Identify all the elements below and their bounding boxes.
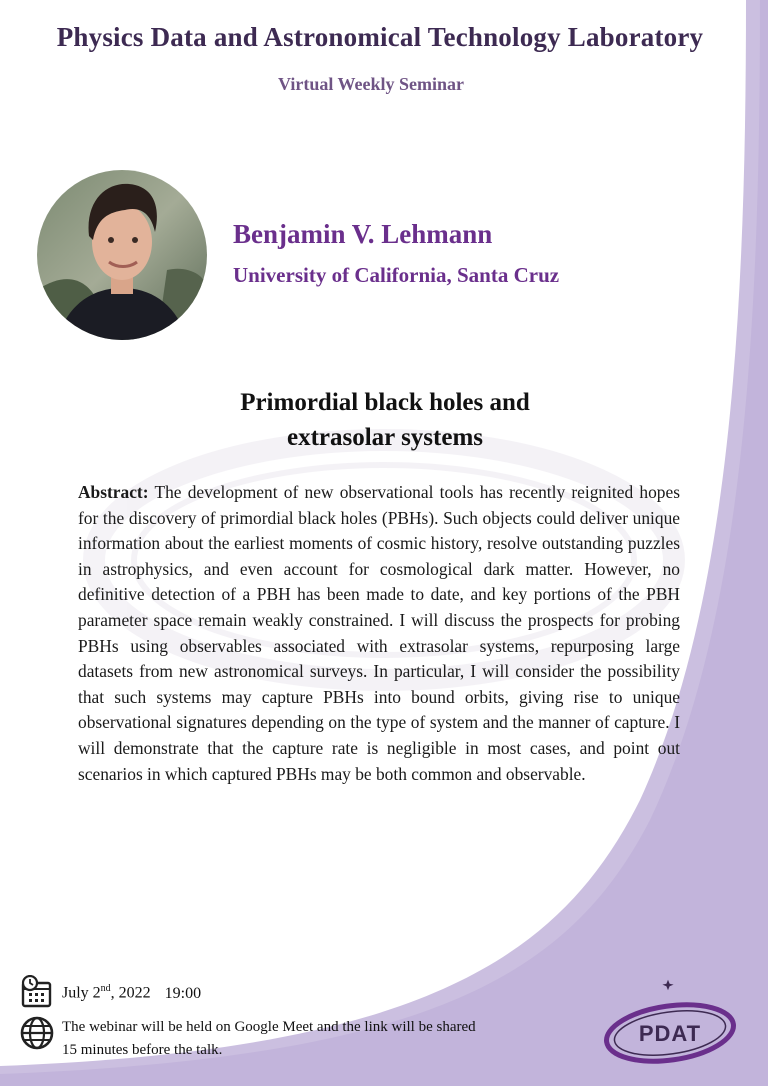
speaker-affiliation: University of California, Santa Cruz bbox=[233, 263, 560, 287]
lab-title: Physics Data and Astronomical Technology Laboratory bbox=[56, 22, 704, 52]
logo-text: PDAT bbox=[638, 1021, 702, 1046]
seminar-label: Virtual Weekly Seminar bbox=[278, 74, 464, 94]
event-date-ordinal: nd bbox=[100, 983, 111, 995]
event-date-row bbox=[20, 975, 201, 1009]
abstract bbox=[78, 480, 680, 787]
globe-icon bbox=[20, 1016, 54, 1050]
talk-title-line-1: Primordial black holes and bbox=[240, 389, 530, 416]
event-platform-row bbox=[20, 1016, 482, 1062]
event-date bbox=[62, 983, 201, 1002]
talk-title-line-2: extrasolar systems bbox=[286, 424, 484, 451]
event-date-month-day: July 2 bbox=[62, 984, 101, 1002]
event-time: 19:00 bbox=[164, 984, 202, 1002]
speaker-photo bbox=[37, 170, 207, 340]
abstract-text: The development of new observational tools has recently reignited hopes for the discovery of primordial black holes (PBHs). Such objects could deliver unique information about the earliest moments of cosmic history, resolve outstanding puzzles in astrophysics, and even account for cosmological dark matter. However, no definitive detection of a PBH has been made to date, and key portions of the PBH parameter space remain weakly constrained. I will discuss the prospects for probing PBHs using observables associated with extrasolar systems, repurposing large datasets from new astronomical surveys. In particular, I will consider the possibility that such systems may capture PBHs into bound orbits, giving rise to unique observational signatures depending on the type of system and the manner of capture. I will demonstrate that the capture rate is negligible in most cases, and point out scenarios in which captured PBHs may be both common and observable. bbox=[78, 482, 680, 784]
speaker-name: Benjamin V. Lehmann bbox=[233, 219, 493, 249]
talk-title bbox=[100, 385, 670, 455]
pdat-logo bbox=[600, 975, 745, 1073]
calendar-clock-icon bbox=[20, 975, 54, 1009]
event-platform-note: The webinar will be held on Google Meet and the link will be shared 15 minutes before the talk. bbox=[62, 1019, 476, 1058]
abstract-label: Abstract: bbox=[78, 482, 149, 502]
event-date-year: , 2022 bbox=[110, 984, 151, 1002]
